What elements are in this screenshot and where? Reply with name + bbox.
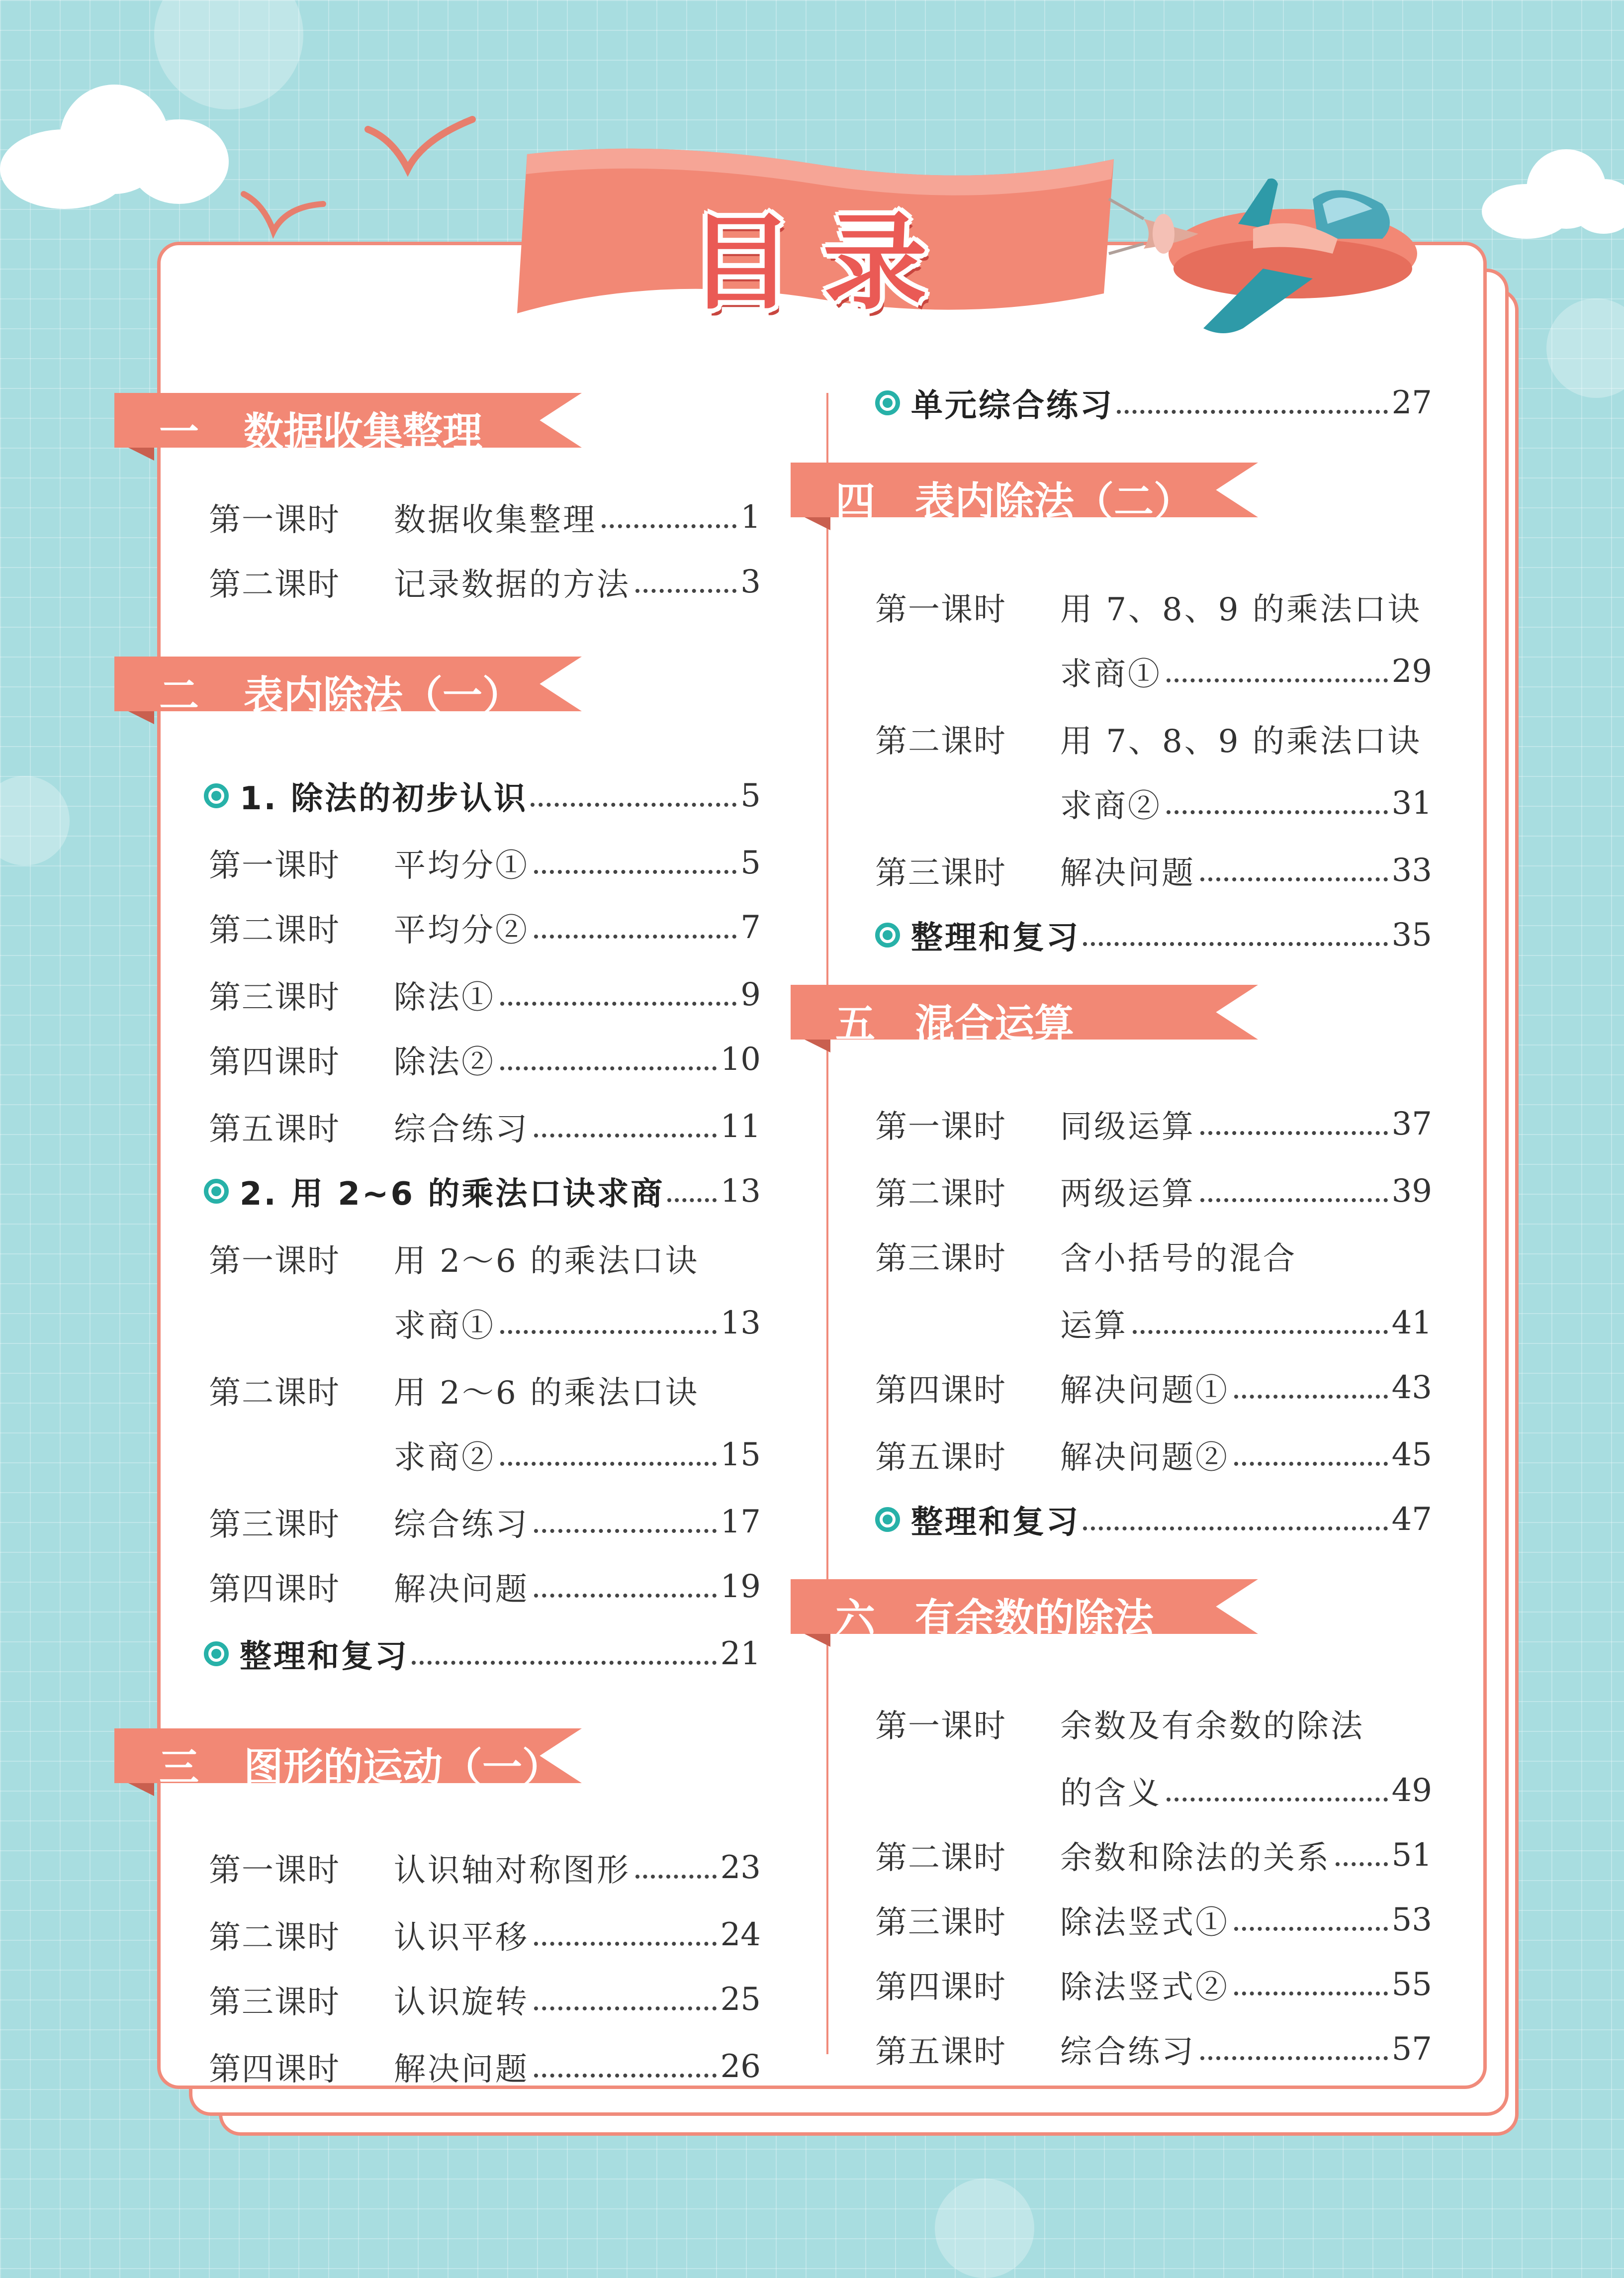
lesson-label: 第二课时 [875, 1840, 1006, 1877]
dot-leader [1083, 942, 1388, 946]
page-number: 45 [1391, 1436, 1432, 1473]
toc-entry[interactable] [875, 1298, 1432, 1348]
lesson-label: 第五课时 [209, 1111, 340, 1148]
page-number: 19 [720, 1568, 761, 1605]
page-number: 13 [720, 1173, 761, 1210]
lesson-label: 第五课时 [875, 1439, 1006, 1476]
lesson-label: 第四课时 [209, 2051, 340, 2088]
page-number: 9 [740, 976, 761, 1013]
bullet-ring-icon [875, 1507, 900, 1532]
toc-entry[interactable] [875, 2024, 1432, 2074]
dot-leader [1234, 1992, 1388, 1995]
dot-leader [635, 589, 736, 593]
page-number: 25 [720, 1981, 761, 2018]
lesson-label: 第三课时 [209, 979, 340, 1016]
toc-entry[interactable] [209, 1365, 761, 1415]
dot-leader [500, 1330, 717, 1334]
lesson-topic: 认识平移 [394, 1919, 529, 1956]
lesson-label: 第三课时 [209, 1507, 340, 1543]
dot-leader [534, 935, 736, 939]
dot-leader [534, 1942, 717, 1946]
page-number: 27 [1391, 384, 1432, 421]
bullet-ring-icon [204, 1641, 229, 1666]
section-title: 图形的运动（一） [244, 1744, 562, 1791]
lesson-topic: 除法② [394, 1044, 495, 1081]
dot-leader [500, 1002, 736, 1006]
dot-leader [1083, 1526, 1388, 1530]
page-number: 47 [1391, 1501, 1432, 1538]
lesson-topic: 求商② [394, 1439, 495, 1476]
page-number: 39 [1391, 1173, 1432, 1210]
lesson-label: 第四课时 [875, 1969, 1006, 2006]
lesson-topic: 运算 [1060, 1308, 1128, 1344]
page-number: 15 [720, 1436, 761, 1473]
dot-leader [1234, 1462, 1388, 1466]
toc-entry[interactable] [209, 1102, 761, 1151]
dot-leader [602, 524, 736, 528]
lesson-topic: 除法竖式② [1060, 1969, 1229, 2006]
lesson-label: 第二课时 [209, 567, 340, 603]
page-title: 目录 [688, 202, 957, 324]
toc-entry[interactable] [875, 647, 1432, 696]
lesson-topic: 除法竖式① [1060, 1904, 1229, 1941]
lesson-label: 第二课时 [209, 1919, 340, 1956]
lesson-label: 第二课时 [209, 912, 340, 949]
section-title: 表内除法（一） [244, 672, 522, 719]
toc-entry[interactable] [875, 846, 1432, 895]
toc-entry[interactable] [875, 1430, 1432, 1480]
toc-entry[interactable] [875, 582, 1432, 632]
toc-entry[interactable] [875, 778, 1432, 828]
lesson-topic: 解决问题 [394, 2051, 529, 2088]
section-ribbon [114, 1728, 582, 1792]
toc-subsection-link[interactable] [875, 378, 1432, 428]
page-number: 53 [1391, 1901, 1432, 1938]
section-number: 五 [835, 1001, 875, 1047]
page-number: 13 [720, 1305, 761, 1341]
section-number: 一 [159, 409, 199, 455]
page-number: 26 [720, 2048, 761, 2085]
lesson-topic: 综合练习 [1060, 2034, 1195, 2071]
section-ribbon [791, 985, 1258, 1048]
page-number: 24 [720, 1916, 761, 1953]
seagull-icon [363, 109, 477, 179]
page-number: 17 [720, 1504, 761, 1540]
lesson-topic: 解决问题① [1060, 1372, 1229, 1409]
toc-subsection-link[interactable] [204, 1629, 761, 1679]
toc-entry[interactable] [209, 1298, 761, 1348]
airplane-icon [1104, 169, 1422, 338]
lesson-topic: 的含义 [1060, 1775, 1162, 1812]
lesson-topic: 平均分② [394, 912, 529, 949]
toc-entry[interactable] [875, 1766, 1432, 1815]
bullet-ring-icon [875, 923, 900, 948]
page-number: 33 [1391, 852, 1432, 889]
dot-leader [534, 1594, 717, 1598]
page-number: 5 [740, 777, 761, 814]
lesson-topic: 综合练习 [394, 1507, 529, 1543]
lesson-label: 第一课时 [875, 591, 1006, 628]
lesson-label: 第四课时 [209, 1044, 340, 1081]
lesson-topic: 除法① [394, 979, 495, 1016]
toc-entry[interactable] [875, 1099, 1432, 1149]
dot-leader [500, 1066, 717, 1070]
toc-entry[interactable] [209, 1497, 761, 1547]
toc-entry[interactable] [209, 838, 761, 888]
page-number: 3 [740, 564, 761, 600]
toc-entry[interactable] [209, 1430, 761, 1480]
lesson-topic: 余数及有余数的除法 [1060, 1708, 1364, 1745]
page-number: 35 [1391, 917, 1432, 953]
lesson-topic: 数据收集整理 [394, 502, 597, 539]
toc-entry[interactable] [875, 1960, 1432, 2009]
lesson-label: 第三课时 [875, 1240, 1006, 1277]
lesson-topic: 同级运算 [1060, 1109, 1195, 1145]
dot-leader [534, 1134, 717, 1138]
bullet-ring-icon [204, 783, 229, 808]
column-divider [826, 393, 828, 2054]
lesson-label: 第三课时 [875, 855, 1006, 892]
toc-entry[interactable] [875, 1166, 1432, 1216]
toc-entry[interactable] [209, 1843, 761, 1893]
toc-subsection-link[interactable] [875, 910, 1432, 960]
bullet-ring-icon [204, 1179, 229, 1204]
section-ribbon [791, 1579, 1258, 1643]
page-number: 55 [1391, 1966, 1432, 2003]
dot-leader [500, 1462, 717, 1466]
page-number: 51 [1391, 1837, 1432, 1874]
section-title: 表内除法（二） [915, 478, 1193, 525]
lesson-label: 第一课时 [209, 1852, 340, 1889]
page-number: 10 [720, 1041, 761, 1078]
dot-leader [534, 870, 736, 874]
page-number: 43 [1391, 1369, 1432, 1406]
subsection-title: 1. 除法的初步认识 [240, 780, 528, 817]
subsection-title: 单元综合练习 [911, 387, 1114, 424]
page-number: 23 [720, 1849, 761, 1886]
page-number: 57 [1391, 2031, 1432, 2068]
section-title: 混合运算 [915, 1001, 1074, 1047]
lesson-topic: 平均分① [394, 848, 529, 884]
dot-leader [1200, 1131, 1388, 1135]
lesson-topic: 用 2～6 的乘法口诀 [394, 1375, 700, 1412]
dot-leader [1234, 1395, 1388, 1399]
toc-entry[interactable] [209, 1035, 761, 1084]
toc-entry[interactable] [209, 970, 761, 1020]
dot-leader [1200, 2056, 1388, 2060]
toc-entry[interactable] [209, 492, 761, 542]
lesson-topic: 综合练习 [394, 1111, 529, 1148]
cloud [1482, 149, 1624, 234]
toc-entry[interactable] [209, 903, 761, 952]
page-number: 29 [1391, 653, 1432, 690]
lesson-topic: 解决问题② [1060, 1439, 1229, 1476]
toc-entry[interactable] [209, 2042, 761, 2091]
dot-leader [1167, 810, 1388, 814]
lesson-topic: 用 7、8、9 的乘法口诀 [1060, 723, 1422, 760]
dot-leader [667, 1198, 716, 1202]
dot-leader [531, 803, 736, 807]
lesson-topic: 两级运算 [1060, 1176, 1195, 1213]
toc-entry[interactable] [875, 1830, 1432, 1880]
lesson-topic: 含小括号的混合 [1060, 1240, 1297, 1277]
section-number: 二 [159, 672, 199, 719]
subsection-title: 整理和复习 [911, 1504, 1080, 1541]
cloud [0, 80, 229, 209]
dot-leader [635, 1875, 717, 1879]
lesson-label: 第一课时 [209, 848, 340, 884]
subsection-title: 整理和复习 [240, 1638, 409, 1675]
toc-entry[interactable] [875, 1363, 1432, 1413]
section-number: 六 [835, 1595, 875, 1641]
bg-bubble [1546, 298, 1624, 398]
lesson-label: 第三课时 [209, 1984, 340, 2021]
toc-entry[interactable] [209, 1910, 761, 1960]
lesson-topic: 解决问题 [394, 1571, 529, 1608]
page-number: 11 [720, 1108, 761, 1145]
page-number: 7 [740, 909, 761, 946]
toc-entry[interactable] [875, 1895, 1432, 1945]
lesson-topic: 余数和除法的关系 [1060, 1840, 1331, 1877]
lesson-topic: 记录数据的方法 [394, 567, 631, 603]
lesson-label: 第二课时 [875, 1176, 1006, 1213]
section-ribbon [114, 657, 582, 720]
toc-entry[interactable] [209, 1975, 761, 2024]
lesson-label: 第一课时 [875, 1109, 1006, 1145]
dot-leader [1117, 410, 1388, 414]
section-number: 三 [159, 1744, 199, 1791]
lesson-topic: 求商① [1060, 656, 1162, 693]
toc-subsection-link[interactable] [875, 1495, 1432, 1544]
subsection-title: 整理和复习 [911, 920, 1080, 956]
bullet-ring-icon [875, 390, 900, 415]
dot-leader [1234, 1927, 1388, 1931]
lesson-label: 第四课时 [875, 1372, 1006, 1409]
section-ribbon [791, 463, 1258, 526]
lesson-topic: 求商② [1060, 788, 1162, 825]
toc-entry[interactable] [209, 557, 761, 607]
page-number: 21 [720, 1635, 761, 1672]
dot-leader [1336, 1862, 1388, 1866]
section-ribbon [114, 393, 582, 457]
dot-leader [1133, 1330, 1388, 1334]
toc-entry[interactable] [875, 714, 1432, 763]
toc-subsection-link[interactable] [204, 771, 761, 821]
lesson-label: 第三课时 [875, 1904, 1006, 1941]
lesson-label: 第一课时 [209, 502, 340, 539]
dot-leader [1200, 877, 1388, 881]
lesson-topic: 认识旋转 [394, 1984, 529, 2021]
toc-entry[interactable] [875, 1231, 1432, 1281]
lesson-topic: 用 2～6 的乘法口诀 [394, 1243, 700, 1280]
dot-leader [534, 2074, 717, 2078]
bg-bubble [0, 776, 70, 865]
page-number: 41 [1391, 1305, 1432, 1341]
lesson-topic: 求商① [394, 1308, 495, 1344]
lesson-topic: 认识轴对称图形 [394, 1852, 631, 1889]
toc-subsection-link[interactable] [204, 1166, 761, 1216]
dot-leader [1167, 1798, 1388, 1802]
lesson-label: 第一课时 [209, 1243, 340, 1280]
lesson-label: 第一课时 [875, 1708, 1006, 1745]
lesson-topic: 解决问题 [1060, 855, 1195, 892]
bg-bubble [935, 2179, 1034, 2278]
dot-leader [1167, 678, 1388, 682]
page-number: 37 [1391, 1106, 1432, 1142]
toc-entry[interactable] [875, 1699, 1432, 1748]
lesson-label: 第二课时 [209, 1375, 340, 1412]
toc-entry[interactable] [209, 1234, 761, 1283]
section-title: 有余数的除法 [915, 1595, 1154, 1641]
page-number: 5 [740, 845, 761, 881]
dot-leader [534, 2006, 717, 2010]
lesson-topic: 用 7、8、9 的乘法口诀 [1060, 591, 1422, 628]
lesson-label: 第二课时 [875, 723, 1006, 760]
page-number: 1 [740, 499, 761, 536]
dot-leader [1200, 1198, 1388, 1202]
section-number: 四 [835, 478, 875, 525]
subsection-title: 2. 用 2~6 的乘法口诀求商 [240, 1176, 665, 1213]
lesson-label: 第五课时 [875, 2034, 1006, 2071]
lesson-label: 第四课时 [209, 1571, 340, 1608]
page-number: 31 [1391, 785, 1432, 822]
dot-leader [412, 1661, 717, 1665]
page-number: 49 [1391, 1772, 1432, 1809]
section-title: 数据收集整理 [244, 409, 482, 455]
seagull-icon [239, 184, 328, 239]
dot-leader [534, 1529, 717, 1533]
toc-entry[interactable] [209, 1562, 761, 1612]
